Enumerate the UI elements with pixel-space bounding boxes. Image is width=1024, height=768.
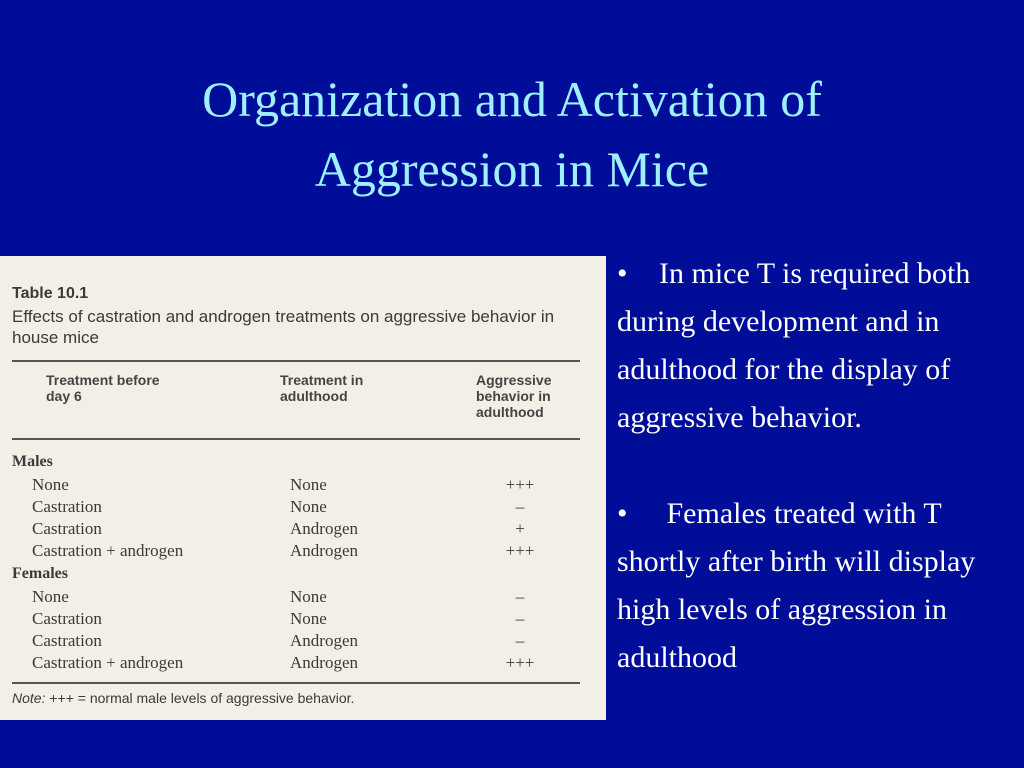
bullet-text: In mice T is required both during development and in adulthood for the display of aggressive behavior. xyxy=(617,257,971,434)
group-label-males: Males xyxy=(12,453,53,470)
cell-adult: None xyxy=(290,609,327,628)
table-row xyxy=(0,496,606,518)
table-note xyxy=(12,689,354,707)
cell-before: Castration xyxy=(32,609,102,628)
header-treatment-adult-line2: adulthood xyxy=(280,388,348,404)
cell-before: Castration xyxy=(32,519,102,538)
cell-before: Castration xyxy=(32,631,102,650)
table-row xyxy=(0,540,606,562)
bullet-text: Females treated with T shortly after birth will display high levels of aggression in adulthood xyxy=(617,497,976,674)
bullet-item xyxy=(617,250,1021,442)
header-treatment-before-line1: Treatment before xyxy=(46,372,160,388)
table-row xyxy=(0,518,606,540)
cell-aggression: + xyxy=(515,519,525,538)
header-treatment-before xyxy=(46,372,160,404)
table-bottom-rule xyxy=(12,682,580,684)
table-header-rule xyxy=(12,438,580,440)
table-note-label: Note: xyxy=(12,690,46,706)
header-aggressive-behavior xyxy=(476,372,551,420)
bullet-item xyxy=(617,490,1021,682)
table-image xyxy=(0,256,606,720)
cell-adult: Androgen xyxy=(290,653,358,672)
header-aggressive-line3: adulthood xyxy=(476,404,544,420)
bullet-list xyxy=(617,250,1021,682)
table-row xyxy=(0,630,606,652)
cell-aggression: – xyxy=(515,587,525,606)
table-row xyxy=(0,652,606,674)
cell-aggression: +++ xyxy=(505,475,535,494)
cell-before: None xyxy=(32,475,69,494)
slide-title xyxy=(0,64,1024,204)
table-label: Table 10.1 xyxy=(12,285,89,302)
cell-aggression: – xyxy=(515,497,525,516)
cell-adult: None xyxy=(290,475,327,494)
cell-aggression: – xyxy=(515,631,525,650)
cell-aggression: – xyxy=(515,609,525,628)
table-top-rule xyxy=(12,360,580,362)
table-caption: Effects of castration and androgen treatments on aggressive behavior in house mice xyxy=(12,307,555,347)
title-line-2: Aggression in Mice xyxy=(314,141,710,197)
table-note-text: +++ = normal male levels of aggressive behavior. xyxy=(45,690,355,706)
header-aggressive-line2: behavior in xyxy=(476,388,551,404)
cell-adult: Androgen xyxy=(290,519,358,538)
bullet-icon: • xyxy=(617,257,628,290)
cell-adult: Androgen xyxy=(290,631,358,650)
header-aggressive-line1: Aggressive xyxy=(476,372,552,388)
header-treatment-adult xyxy=(280,372,363,404)
table-row xyxy=(0,474,606,496)
header-treatment-before-line2: day 6 xyxy=(46,388,82,404)
title-line-1: Organization and Activation of xyxy=(202,71,822,127)
cell-before: None xyxy=(32,587,69,606)
cell-before: Castration xyxy=(32,497,102,516)
cell-adult: None xyxy=(290,497,327,516)
cell-adult: None xyxy=(290,587,327,606)
cell-adult: Androgen xyxy=(290,541,358,560)
table-row xyxy=(0,608,606,630)
table-row xyxy=(0,586,606,608)
bullet-icon: • xyxy=(617,497,628,530)
header-treatment-adult-line1: Treatment in xyxy=(280,372,364,388)
cell-before: Castration + androgen xyxy=(32,541,184,560)
cell-aggression: +++ xyxy=(505,541,535,560)
group-label-females: Females xyxy=(12,565,68,582)
cell-before: Castration + androgen xyxy=(32,653,184,672)
cell-aggression: +++ xyxy=(505,653,535,672)
